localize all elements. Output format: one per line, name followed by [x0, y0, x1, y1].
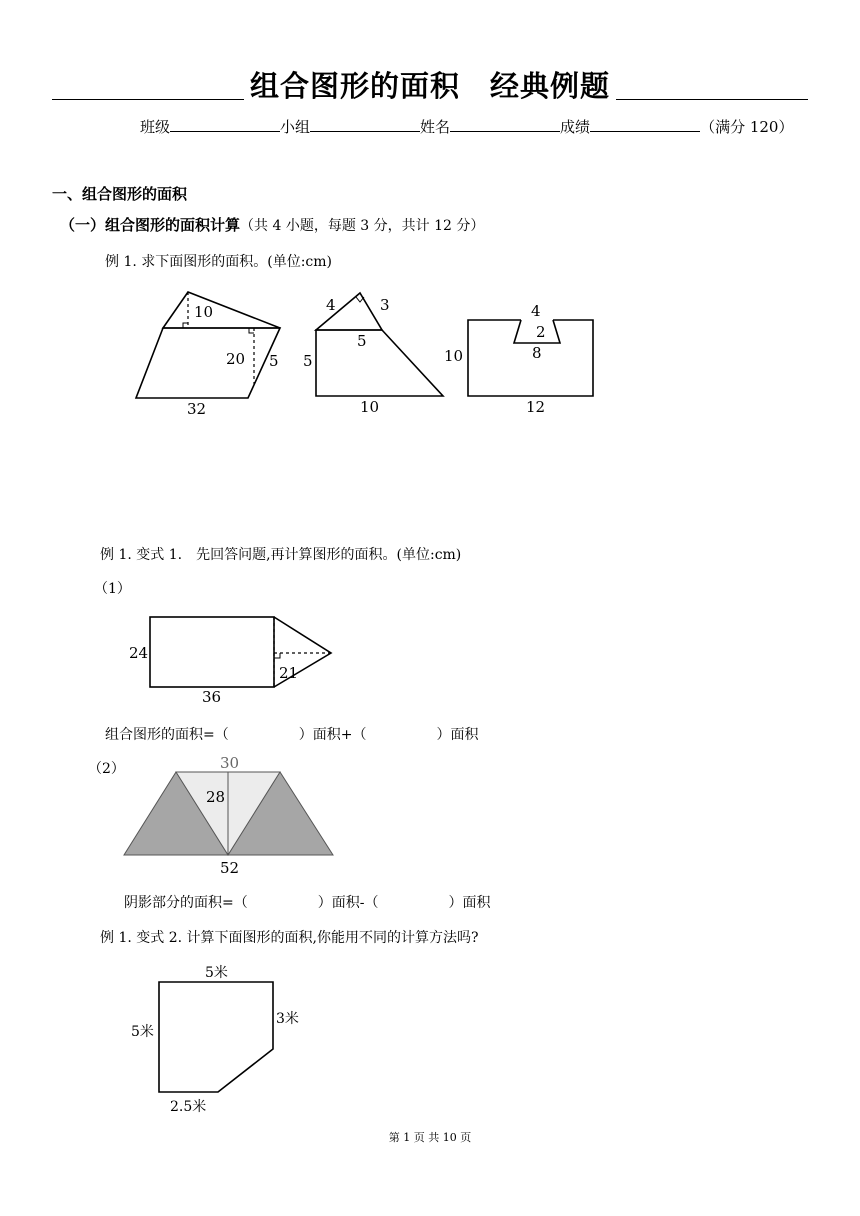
fig-c-label-12: 12	[526, 398, 546, 416]
fig-c-label-4: 4	[531, 302, 541, 320]
fig-c-label-10: 10	[444, 347, 464, 365]
fig-label-top: 5米	[205, 965, 228, 981]
rectangle-shape	[150, 617, 274, 687]
fig-b-label-5-side: 5	[303, 352, 313, 370]
variant1-part2-formula: 阴影部分的面积=（ ）面积-（ ）面积	[124, 895, 491, 911]
fig1-label-21: 21	[279, 664, 299, 682]
name-blank[interactable]	[450, 117, 560, 132]
fig2-label-30: 30	[220, 754, 240, 772]
trapezoid-shape	[316, 330, 443, 396]
fig-a-label-20: 20	[226, 350, 246, 368]
page-title: 组合图形的面积 经典例题	[0, 64, 860, 105]
rectangle-shape	[468, 320, 593, 396]
fig-b-label-10: 10	[360, 398, 380, 416]
fig-label-bottom: 2.5米	[170, 1099, 207, 1115]
section-heading: 一、组合图形的面积	[52, 185, 188, 203]
fig2-label-52: 52	[220, 859, 240, 877]
variant1-part1-label: （1）	[94, 581, 131, 597]
subsection-heading: （一）组合图形的面积计算	[60, 216, 241, 234]
fig-a-label-32: 32	[187, 400, 207, 418]
pentagon-shape	[159, 982, 273, 1092]
variant2-prompt: 例 1. 变式 2. 计算下面图形的面积,你能用不同的计算方法吗?	[100, 930, 479, 946]
fig2-label-28: 28	[206, 788, 226, 806]
fig-a-label-5: 5	[269, 352, 279, 370]
page-footer: 第 1 页 共 10 页	[388, 1131, 472, 1144]
score-blank[interactable]	[590, 117, 700, 132]
student-info-line	[140, 116, 793, 137]
example1-figures	[0, 280, 620, 420]
fig-a-label-10: 10	[194, 303, 214, 321]
group-blank[interactable]	[310, 117, 420, 132]
fig1-label-36: 36	[202, 688, 222, 706]
class-blank[interactable]	[170, 117, 280, 132]
variant1-figure1	[0, 605, 400, 710]
triangle-shape	[163, 292, 280, 328]
full-score: （满分 120）	[700, 118, 794, 136]
variant1-figure2	[0, 752, 400, 882]
variant1-part2-label: （2）	[88, 761, 125, 777]
fig-b-label-5-top: 5	[357, 332, 367, 350]
figure-c-rectangle-notch	[468, 320, 593, 396]
example1-prompt: 例 1. 求下面图形的面积。(单位:cm)	[105, 254, 333, 270]
subsection-heading-line	[60, 214, 484, 235]
score-label: 成绩	[560, 118, 591, 136]
fig1-label-24: 24	[129, 644, 149, 662]
group-label: 小组	[280, 118, 311, 136]
variant1-part1-formula: 组合图形的面积=（ ）面积+（ ）面积	[105, 727, 479, 743]
class-label: 班级	[140, 118, 171, 136]
variant1-prompt: 例 1. 变式 1. 先回答问题,再计算图形的面积。(单位:cm)	[100, 547, 462, 563]
subsection-note: （共 4 小题，每题 3 分，共计 12 分）	[240, 218, 485, 234]
parallelogram-shape	[136, 328, 280, 398]
fig-c-label-2: 2	[536, 323, 546, 341]
fig-label-right: 3米	[276, 1011, 299, 1027]
fig-label-left: 5米	[131, 1024, 154, 1040]
name-label: 姓名	[420, 118, 451, 136]
fig-b-label-3: 3	[380, 296, 390, 314]
fig-c-label-8: 8	[532, 344, 542, 362]
right-angle-mark	[356, 297, 364, 302]
fig-b-label-4: 4	[326, 296, 336, 314]
right-angle-mark	[274, 653, 280, 658]
variant2-figure	[0, 955, 340, 1120]
